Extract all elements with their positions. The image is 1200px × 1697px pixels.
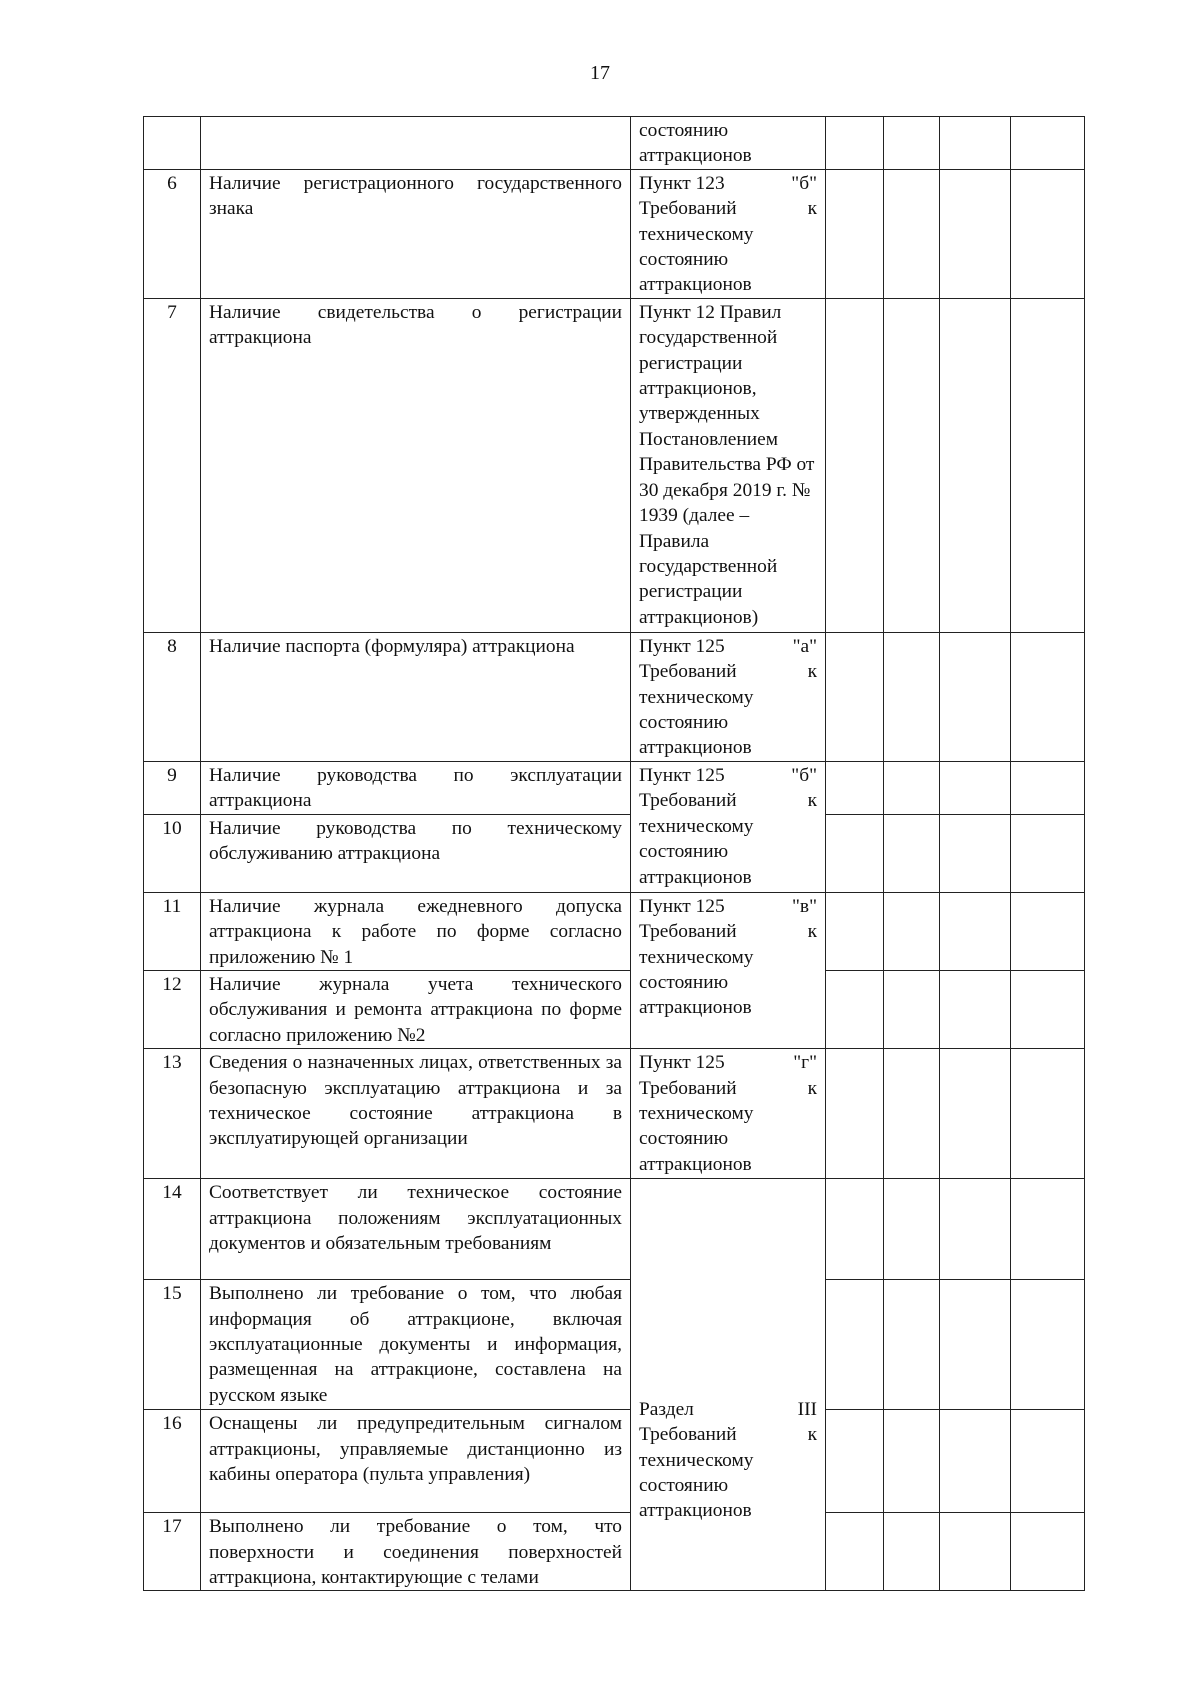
answer-cell — [940, 632, 1011, 761]
reference-text: состоянию аттракционов — [631, 117, 826, 170]
table-row — [144, 1179, 1085, 1280]
reference-text: Требований — [639, 1077, 737, 1099]
answer-cell — [826, 1513, 884, 1591]
note-cell — [1011, 169, 1085, 298]
answer-cell — [884, 1049, 940, 1179]
table-row — [144, 632, 1085, 761]
reference-text: III — [797, 1398, 817, 1420]
answer-cell — [884, 814, 940, 892]
reference-text: Пункт 123 — [639, 172, 725, 194]
reference-cell — [631, 892, 826, 1048]
requirement-text: Выполнено ли требование о том, что поверхности и соединения поверхностей аттракциона, контактирующие с телами — [201, 1513, 631, 1591]
answer-cell — [940, 814, 1011, 892]
answer-cell — [884, 1179, 940, 1280]
reference-text: Раздел — [639, 1398, 694, 1420]
reference-text: Пункт 125 — [639, 635, 725, 657]
note-cell — [1011, 1280, 1085, 1410]
note-cell — [1011, 632, 1085, 761]
table-row — [144, 1513, 1085, 1591]
answer-cell — [826, 298, 884, 632]
row-number: 15 — [144, 1280, 201, 1410]
answer-cell — [940, 117, 1011, 170]
answer-cell — [826, 1280, 884, 1410]
checklist-table — [143, 116, 1085, 1591]
reference-text: Пункт 12 Правил государственной регистрации аттракционов, утвержденных Постановлением Правительства РФ от 30 декабря 2019 г. № 1939 (далее – Правила государственной регистрации аттракционов) — [631, 298, 826, 632]
note-cell — [1011, 1179, 1085, 1280]
answer-cell — [826, 970, 884, 1048]
answer-cell — [940, 1049, 1011, 1179]
answer-cell — [940, 761, 1011, 814]
reference-text: Требований — [639, 790, 737, 812]
answer-cell — [884, 1280, 940, 1410]
reference-text: Требований — [639, 661, 737, 683]
table-row — [144, 298, 1085, 632]
requirement-text: Оснащены ли предупредительным сигналом аттракционы, управляемые дистанционно из кабины оператора (пульта управления) — [201, 1410, 631, 1513]
reference-cell — [631, 1049, 826, 1179]
reference-text: Требований — [639, 198, 737, 220]
requirement-text: Наличие руководства по техническому обслуживанию аттракциона — [201, 814, 631, 892]
answer-cell — [884, 1513, 940, 1591]
reference-cell — [631, 761, 826, 892]
answer-cell — [826, 1179, 884, 1280]
answer-cell — [884, 169, 940, 298]
requirement-text: Соответствует ли техническое состояние аттракциона положениям эксплуатационных документов и обязательным требованиям — [201, 1179, 631, 1280]
reference-text: к — [807, 921, 817, 943]
reference-text: Пункт 125 — [639, 895, 725, 917]
table-row — [144, 1410, 1085, 1513]
reference-text: Пункт 125 — [639, 764, 725, 786]
reference-text: Требований — [639, 1424, 737, 1446]
reference-text: техническому состоянию аттракционов — [639, 815, 754, 888]
table-row — [144, 970, 1085, 1048]
table-row — [144, 1049, 1085, 1179]
reference-text: "г" — [793, 1052, 817, 1074]
answer-cell — [940, 1179, 1011, 1280]
answer-cell — [940, 892, 1011, 970]
reference-text: техническому состоянию аттракционов — [639, 1102, 754, 1175]
answer-cell — [940, 970, 1011, 1048]
answer-cell — [884, 761, 940, 814]
reference-text: к — [807, 1424, 817, 1446]
row-number: 7 — [144, 298, 201, 632]
requirement-text — [201, 117, 631, 170]
requirement-text: Наличие журнала ежедневного допуска аттракциона к работе по форме согласно приложению № 1 — [201, 892, 631, 970]
reference-text: "б" — [791, 764, 817, 786]
answer-cell — [884, 892, 940, 970]
reference-text: к — [807, 1077, 817, 1099]
answer-cell — [826, 892, 884, 970]
row-number: 13 — [144, 1049, 201, 1179]
answer-cell — [826, 814, 884, 892]
reference-text: техническому состоянию аттракционов — [639, 686, 754, 759]
row-number: 6 — [144, 169, 201, 298]
reference-cell — [631, 632, 826, 761]
reference-text: к — [807, 661, 817, 683]
answer-cell — [884, 970, 940, 1048]
answer-cell — [940, 1513, 1011, 1591]
reference-text: "б" — [791, 172, 817, 194]
row-number: 16 — [144, 1410, 201, 1513]
note-cell — [1011, 814, 1085, 892]
note-cell — [1011, 761, 1085, 814]
reference-text: "в" — [792, 895, 817, 917]
answer-cell — [940, 298, 1011, 632]
note-cell — [1011, 970, 1085, 1048]
requirement-text: Выполнено ли требование о том, что любая информация об аттракционе, включая эксплуатационные документы и информация, размещенная на аттракционе, составлена на русском языке — [201, 1280, 631, 1410]
answer-cell — [884, 632, 940, 761]
answer-cell — [940, 1280, 1011, 1410]
note-cell — [1011, 117, 1085, 170]
table-row — [144, 814, 1085, 892]
row-number: 10 — [144, 814, 201, 892]
row-number: 14 — [144, 1179, 201, 1280]
reference-cell — [631, 169, 826, 298]
answer-cell — [884, 1410, 940, 1513]
table-row — [144, 892, 1085, 970]
reference-text: Пункт 125 — [639, 1052, 725, 1074]
note-cell — [1011, 298, 1085, 632]
requirement-text: Наличие свидетельства о регистрации аттракциона — [201, 298, 631, 632]
requirement-text: Наличие журнала учета технического обслуживания и ремонта аттракциона по форме согласно приложению №2 — [201, 970, 631, 1048]
answer-cell — [826, 632, 884, 761]
answer-cell — [826, 1410, 884, 1513]
reference-cell — [631, 1179, 826, 1591]
table-row — [144, 169, 1085, 298]
row-number: 11 — [144, 892, 201, 970]
reference-text: техническому состоянию аттракционов — [639, 946, 754, 1019]
reference-text: к — [807, 198, 817, 220]
row-number: 17 — [144, 1513, 201, 1591]
answer-cell — [884, 298, 940, 632]
answer-cell — [940, 169, 1011, 298]
reference-text: "а" — [792, 635, 817, 657]
row-number: 8 — [144, 632, 201, 761]
note-cell — [1011, 1410, 1085, 1513]
answer-cell — [826, 169, 884, 298]
answer-cell — [826, 761, 884, 814]
answer-cell — [940, 1410, 1011, 1513]
note-cell — [1011, 1513, 1085, 1591]
requirement-text: Наличие руководства по эксплуатации аттракциона — [201, 761, 631, 814]
requirement-text: Сведения о назначенных лицах, ответственных за безопасную эксплуатацию аттракциона и за техническое состояние аттракциона в эксплуатирующей организации — [201, 1049, 631, 1179]
answer-cell — [884, 117, 940, 170]
note-cell — [1011, 1049, 1085, 1179]
note-cell — [1011, 892, 1085, 970]
table-row — [144, 117, 1085, 170]
row-number: 12 — [144, 970, 201, 1048]
reference-text: техническому состоянию аттракционов — [639, 223, 754, 296]
requirement-text: Наличие паспорта (формуляра) аттракциона — [201, 632, 631, 761]
answer-cell — [826, 117, 884, 170]
reference-text: к — [807, 790, 817, 812]
table-row — [144, 1280, 1085, 1410]
page-number: 17 — [590, 62, 610, 84]
row-number: 9 — [144, 761, 201, 814]
reference-text: Требований — [639, 921, 737, 943]
answer-cell — [826, 1049, 884, 1179]
row-number — [144, 117, 201, 170]
table-row — [144, 761, 1085, 814]
reference-text: техническому состоянию аттракционов — [639, 1449, 754, 1522]
requirement-text: Наличие регистрационного государственного знака — [201, 169, 631, 298]
